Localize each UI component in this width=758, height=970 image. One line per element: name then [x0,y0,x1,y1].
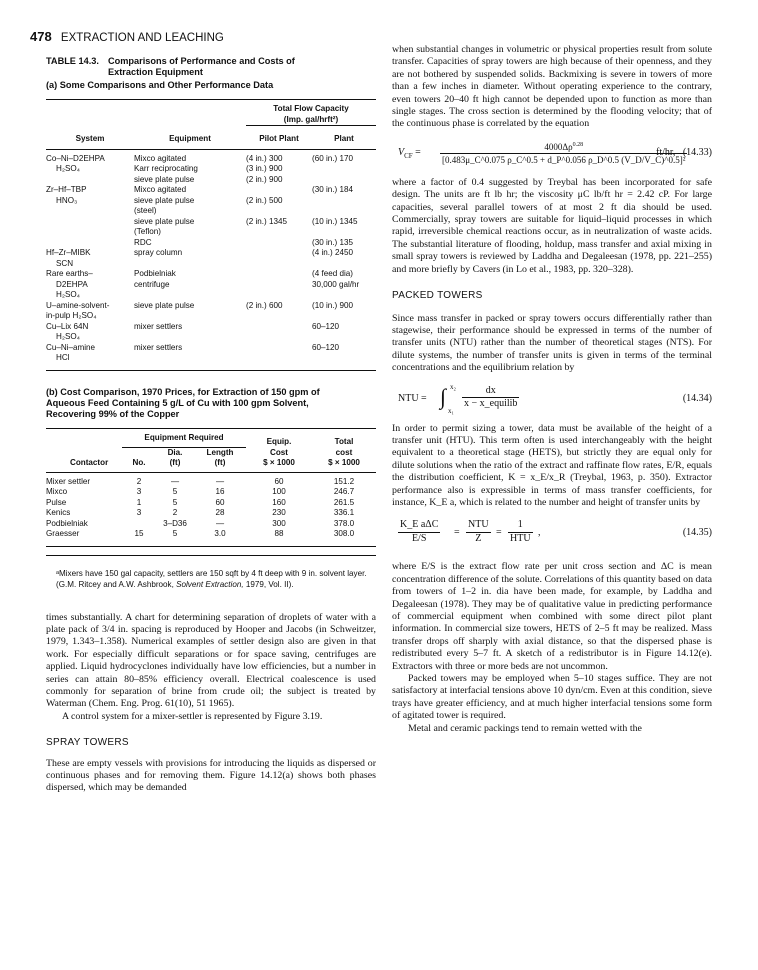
eq-fraction: dx x − x_equilib [464,384,518,409]
table-a-cell [312,259,376,270]
table-a-row [46,164,376,175]
table-label: TABLE 14.3. [46,56,99,66]
table-b-cell: 2 [136,476,142,486]
table-b-cell: 88 [274,529,284,538]
table-a-cell [46,206,134,217]
table-b-cell: 378.0 [333,518,355,528]
table-b-cell: — [215,476,225,486]
table-a-cell: sieve plate pulse [134,300,195,310]
table-a-cell: (10 in.) 1345 [312,216,358,226]
equation-number: (14.34) [682,392,712,404]
table-a-cell: (2 in.) 900 [246,174,283,184]
table-a-cell [246,332,312,343]
table-b-cell: Graesser [46,529,80,538]
table-b-cell: 5 [172,487,178,496]
table-a-row [46,353,376,370]
table-a-row [46,149,376,164]
table-a-cell: (4 in.) 300 [246,153,283,163]
eq-fraction-3: 1 HTU [510,519,531,544]
table-title-line1: Comparisons of Performance and Costs of [108,56,295,66]
table-a-group-header: Total Flow Capacity (Imp. gal/hrft²) [273,104,349,124]
col-equip-cost-1: Equip. [266,436,292,446]
table-b-cell: 15 [134,529,144,538]
eq-lhs: NTU = [398,392,427,404]
table-a-cell [46,227,134,238]
paragraph: when substantial changes in volumetric or physical properties result from solute transfer. Capacities of spray towers are high because of their openness, and they are not bothered by suspended solids. Backmixing is severe in towers of more than a few inches in diameter. Without operating experience to the contrary, even towers 20–40 ft high cannot be depended upon to function as more than single stages. The cross section is determined by the flooding velocity; that of the continuous phase is correlated by the equation [392,44,712,130]
paragraph: Metal and ceramic packings tend to remain wetted with the [408,722,642,734]
table-b-group-header: Equipment Required [122,428,246,447]
table-a-cell [46,217,134,228]
table-b-cell: 3 [136,508,142,517]
table-a-row [46,248,376,259]
table-b-cell: 336.1 [333,508,355,517]
table-a-cell: (4 in.) 2450 [312,248,353,257]
table-a-cell: Cu–Ni–amine [46,342,96,352]
table-b-cell: Mixer settler [46,476,91,486]
table-a-cell [246,353,312,370]
table-a-row [46,185,376,196]
table-a-cell [46,238,134,249]
table-b-cell: Podbielniak [46,518,88,528]
table-a-row [46,343,376,354]
table-a-cell [312,196,376,207]
table-a-subtitle: (a) Some Comparisons and Other Performance Data [46,80,274,90]
table-b-cell: 160 [272,497,286,507]
table-a-cell [246,322,312,333]
table-a-group-header-row [46,100,376,126]
table-a-cell: (3 in.) 900 [246,164,283,173]
col-plant: Plant [312,126,376,150]
table-a-cell: D2EHPA [56,279,88,289]
paragraph: where a factor of 0.4 suggested by Treybal has been incorporated for safe design. The units are ft lb hr; the viscosity μC lb/ft hr = 2.42 cP. For large capacities, several parallel towers of at most 2 ft dia should be used. Commercially, spray towers are suitable for liquid–liquid processes in which rapid, irreversible chemical reactions occur, as in neutralization of waste acids. The substantial literature of flooding, holdup, mass transfer and axial mixing in small spray towers is reviewed by Laddha and Degaleesan (1978, pp. 221–255) and more briefly by Cavers (in Lo et al., 1983, pp. 320–328). [392,176,712,275]
table-b-body [46,472,376,546]
table-b-header-row-2 [46,447,376,472]
table-a-cell [312,290,376,301]
table-a-cell: 60–120 [312,342,340,352]
table-b-cell: 308.0 [333,529,355,538]
eq-lhs: $V_{CF}$ = [398,146,421,160]
table-b-cell: 16 [215,487,225,496]
table-b-row [46,498,376,509]
table-a-cell: HCl [56,353,70,362]
table-a-row [46,227,376,238]
table-a-row [46,322,376,333]
section-heading-spray-towers: SPRAY TOWERS [46,737,129,749]
table-a-cell [246,269,312,280]
table-a-row [46,311,376,322]
table-b-cell [122,519,156,530]
table-b-cell: — [215,518,225,528]
table-a-cell: H₂SO₄ [56,290,80,299]
table-a-cell: Karr reciprocating [134,164,198,173]
table-a-cell [246,248,312,259]
table-a-cell [134,290,246,301]
paragraph: Packed towers may be employed when 5–10 stages suffice. They are not satisfactory at interfacial tensions above 10 dyn/cm. Even at this condition, sieve trays have greater efficiency, and at much higher interfacial tensions some form of agitated tower is required. [392,673,712,722]
table-b-cell: Mixco [46,487,68,496]
table-footnote: ᵃMixers have 150 gal capacity, settlers are 150 sqft by 4 ft deep with 9 in. solvent layer. [46,555,376,579]
table-b-cell: 3.0 [214,529,226,538]
table-source: (G.M. Ritcey and A.W. Ashbrook, Solvent Extraction, 1979, Vol. II). [56,579,294,589]
col-contactor: Contactor [70,458,109,467]
table-a-row [46,196,376,207]
table-a-cell: (4 feed dia) [312,269,353,278]
table-a-cell [246,311,312,322]
table-a-header-row [46,126,376,150]
table-a-cell: 60–120 [312,321,340,331]
col-total-cost-1: Total [334,436,354,446]
table-a-cell [134,259,246,270]
table-a-cell [312,175,376,186]
table-a-cell: HNO₃ [56,195,78,205]
table-b-cell: 5 [172,529,178,538]
table-a-cell: (Teflon) [134,227,161,236]
right-column [392,44,712,735]
table-a [46,99,376,371]
table-a-cell: in-pulp H₂SO₄ [46,311,97,320]
equation-14-34 [398,383,712,415]
table-title-line2: Extraction Equipment [108,67,203,77]
paragraph: times substantially. A chart for determining separation of droplets of water with a plate pack of 3/4 in. spacing is reproduced by Hooper and Jacobs (in Schweitzer, 1979, 1.343–1.358). Numerical examples of settler design also are given in that work. For especially difficult separations or for space saving, centrifuges are applied. Liquid hydrocyclones individually have low efficiencies, but a number in series can attain 80–85% efficiency overall. Electrical coalescence is used commonly for separation of brine from crude oil; the subject is treated by Waterman (Chem. Eng. Prog. 61(10), 51 1965). [46,611,376,710]
table-b-cell: 2 [172,508,178,517]
table-a-cell [246,343,312,354]
table-b [46,428,376,547]
table-a-cell [134,332,246,343]
table-a-cell: Hf–Zr–MIBK [46,248,91,257]
table-b-cell: — [170,476,180,486]
table-a-cell [246,206,312,217]
eq-fraction: $\frac{4000\Delta\rho^{0.28}}{\text{[0.483μ\_C\textasciicircum{}0.075 ρ\_C\textasciicircum{}0.5 + d\_P\textasciicircum{}0.056 ρ\_D\textasciicircum{}0.5 (V\_D/V\_C)\textasciicircum{}0.5]²}}$ [440,139,687,167]
table-a-row [46,332,376,343]
table-a-cell: 30,000 gal/hr [312,279,360,289]
table-a-cell [246,280,312,291]
table-b-cell: 3–D36 [163,518,187,528]
table-a-row [46,290,376,301]
table-a-body [46,149,376,370]
table-a-row [46,269,376,280]
paragraph: Since mass transfer in packed or spray towers occurs differentially rather than stagewise, their performance should be expressed in terms of the number of transfer units (NTU) rather than the number of theoretical stages (NTS). For dilute systems, the number of transfer units is given in terms of the terminal concentrations and the equilibrium relation by [392,312,712,374]
left-column [46,56,376,795]
table-a-cell: mixer settlers [134,342,183,352]
col-dia: Dia. (ft) [167,447,183,467]
table-a-cell: (2 in.) 1345 [246,216,287,226]
equation-14-33 [398,139,712,169]
table-a-cell: sieve plate pulse [134,195,195,205]
running-header [30,29,224,44]
table-b-cell: 60 [215,497,225,507]
table-a-cell: (60 in.) 170 [312,153,353,163]
table-a-cell: H₂SO₄ [56,332,80,341]
col-total-cost: cost $ × 1000 [328,447,360,467]
table-a-row [46,217,376,228]
table-b-row [46,529,376,546]
eq-fraction-1: K_E aΔC E/S [400,519,439,544]
table-b-cell: 3 [136,487,142,496]
col-equip-cost: Cost $ × 1000 [263,447,295,467]
table-a-cell [46,175,134,186]
col-no: No. [132,458,146,467]
equation-number: (14.33) [682,146,712,158]
table-a-cell [312,164,376,175]
table-a-cell: Rare earths– [46,269,93,278]
table-a-cell: spray column [134,248,183,257]
table-a-cell: Cu–Lix 64N [46,321,89,331]
table-b-cell: 5 [172,497,178,507]
table-a-cell [312,206,376,217]
table-b-cell: 60 [274,476,284,486]
table-a-cell [246,227,312,238]
col-system: System [46,126,134,150]
table-b-cell: Pulse [46,497,67,507]
table-a-cell [134,311,246,322]
table-a-cell: Zr–Hf–TBP [46,185,87,194]
integral-upper-limit: x₂ [450,382,456,391]
eq-fraction-2: NTU Z [468,519,489,544]
integral-sign: ∫ [440,383,447,409]
table-a-cell [134,353,246,370]
table-a-cell [312,353,376,370]
table-b-cell: 300 [272,518,286,528]
table-a-cell [246,238,312,249]
table-a-cell [246,185,312,196]
table-a-cell: RDC [134,237,152,247]
table-a-cell: (steel) [134,206,157,215]
paragraph: In order to permit sizing a tower, data must be available of the height of a transfer unit (HTU). This term often is used interchangeably with the height equivalent to a theoretical stage (HETS), but strictly they are equal only for dilute solutions when the ratio of the extract and raffinate flow rates, E/R, equals the distribution coefficient, K = x_E/x_R (Treybal, 1963, p. 350). Extractor performance also is expressible in terms of mass transfer coefficients, for instance, K_E a, which is related to the number and height of transfer units by [392,422,712,508]
table-b-cell: 28 [215,508,225,517]
table-b-cell: 1 [136,497,142,507]
table-a-cell: U–amine-solvent- [46,300,110,310]
table-a-cell: sieve plate pulse [134,174,195,184]
col-length: Length (ft) [206,447,234,467]
table-a-row [46,301,376,312]
paragraph: where E/S is the extract flow rate per unit cross section and ΔC is mean concentration difference of the solute. Correlations of this quantity based on data from towers of 1–2 in. dia have been made, for example, by Laddha and Degaleesan (1978). They may be of qualitative value in predicting performance of commercial equipment when combined with some direct pilot plant information. In commercial size towers, HETS of 2–5 ft may be realized. Mass transfer drops off sharply with axial distance, so that the dispersed phase is redistributed every 5–7 ft. A sketch of a redistributor is in Figure 14.12(e). Extractors with three or more beds are not uncommon. [392,561,712,672]
table-a-cell: Mixco agitated [134,185,187,194]
table-b-cell: 246.7 [333,487,355,496]
running-title: EXTRACTION AND LEACHING [60,32,224,44]
col-pilot-plant: Pilot Plant [246,126,312,150]
table-b-title: (b) Cost Comparison, 1970 Prices, for Extraction of 150 gpm of Aqueous Feed Containing 5 g/L of Cu with 100 gpm Solvent, Recovering 99% of the Copper [46,386,320,419]
table-a-cell: centrifuge [134,279,170,289]
table-b-cell: 151.2 [333,476,355,486]
table-a-cell: (30 in.) 184 [312,185,353,194]
table-a-cell: (2 in.) 600 [246,300,283,310]
table-a-cell: (30 in.) 135 [312,237,353,247]
table-b-cell: 261.5 [333,497,355,507]
table-a-cell: Co–Ni–D2EHPA [46,153,105,163]
equation-number: (14.35) [682,527,712,539]
table-a-cell [246,259,312,270]
table-a-cell: sieve plate pulse [134,216,195,226]
table-a-cell: Mixco agitated [134,153,187,163]
table-a-cell: Podbielniak [134,269,176,278]
table-a-row [46,206,376,217]
table-a-cell: mixer settlers [134,321,183,331]
table-a-cell [312,332,376,343]
table-a-cell [312,227,376,238]
left-body [46,612,376,795]
table-a-cell: SCN [56,258,74,268]
table-a-row [46,238,376,249]
table-a-cell: (10 in.) 900 [312,300,353,310]
table-b-row [46,519,376,530]
table-a-cell [246,290,312,301]
section-heading-packed-towers: PACKED TOWERS [392,290,483,302]
table-b-row [46,487,376,498]
table-a-cell: (2 in.) 500 [246,195,283,205]
table-a-cell: H₂SO₄ [56,164,80,173]
table-title [46,56,376,78]
paragraph: A control system for a mixer-settler is represented by Figure 3.19. [62,710,323,722]
page-number: 478 [30,29,52,44]
eq-unit: ft/hr, [656,146,676,158]
table-b-row [46,508,376,519]
table-b-cell: Kenics [46,508,71,517]
table-b-cell: 100 [272,487,286,496]
table-b-row [46,472,376,487]
table-b-cell: 230 [272,508,286,517]
paragraph: These are empty vessels with provisions for introducing the liquids as dispersed or continuous phases and for removing them. Figure 14.12(a) shows both phases dispersed, which may be demanded [46,757,376,794]
table-b-header-row-1 [46,428,376,447]
equation-14-35: K_E aΔC E/S = NTU Z = 1 HTU , (14.35) [400,519,712,544]
integral-lower-limit: x₁ [448,406,454,415]
table-a-row [46,175,376,186]
table-a-row [46,280,376,291]
table-a-cell [312,311,376,322]
col-equipment: Equipment [134,126,246,150]
table-a-row [46,259,376,270]
